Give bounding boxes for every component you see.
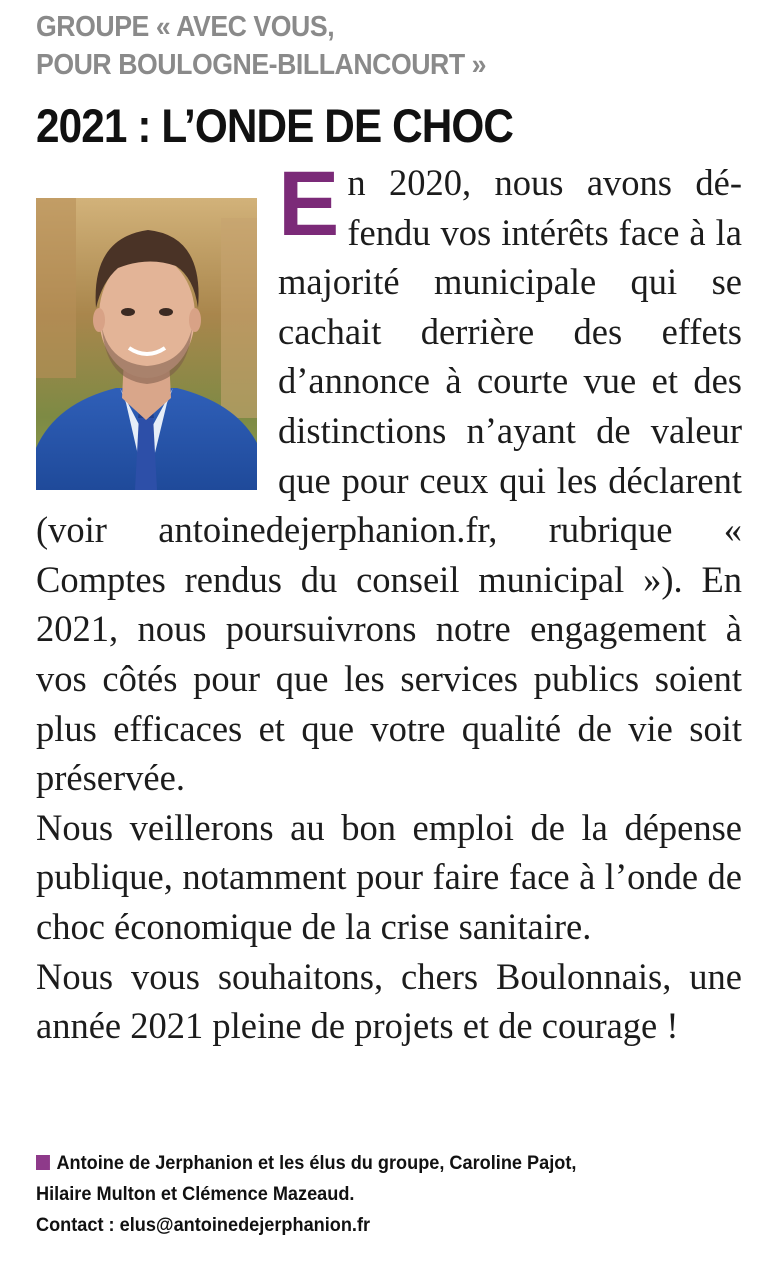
article-title: 2021 : L’ONDE DE CHOC <box>36 99 514 152</box>
paragraph-1-text: n 2020, nous avons défendu vos intérêts face à la majorité municipale qui se cachait derrière des effets d’annonce à courte vue et des distinctions n’ayant de valeur que pour ceux qui les déclarent (voir antoinedejerphanion.fr, rubrique « Comptes rendus du conseil municipal »). En 2021, nous poursuivrons notre engagement à vos côtés pour que les services publics soient plus efficaces et que votre qualité de vie soit préservée. <box>36 162 742 799</box>
group-name-line1: GROUPE « AVEC VOUS, <box>36 11 335 43</box>
signature <box>36 1148 576 1241</box>
photo-float-spacer <box>36 158 278 498</box>
signature-names-1: Antoine de Jerphanion et les élus du groupe, Caroline Pajot, <box>56 1152 577 1174</box>
article-body <box>36 153 742 1051</box>
drop-cap: E <box>278 153 340 255</box>
contact-line: Contact : elus@antoinedejerphanion.fr <box>36 1214 371 1236</box>
paragraph-2: Nous veillerons au bon emploi de la dépense publique, notamment pour faire face à l’onde de choc économique de la crise sanitaire. <box>36 806 742 947</box>
paragraph-3: Nous vous souhaitons, chers Boulonnais, une année 2021 pleine de projets et de courage ! <box>36 955 742 1047</box>
signature-line1 <box>36 1148 576 1179</box>
square-bullet-icon <box>36 1155 50 1170</box>
signature-line2: Hilaire Multon et Clémence Mazeaud. <box>36 1183 355 1205</box>
group-name-line2: POUR BOULOGNE-BILLANCOURT » <box>36 49 487 81</box>
group-name <box>36 8 486 84</box>
